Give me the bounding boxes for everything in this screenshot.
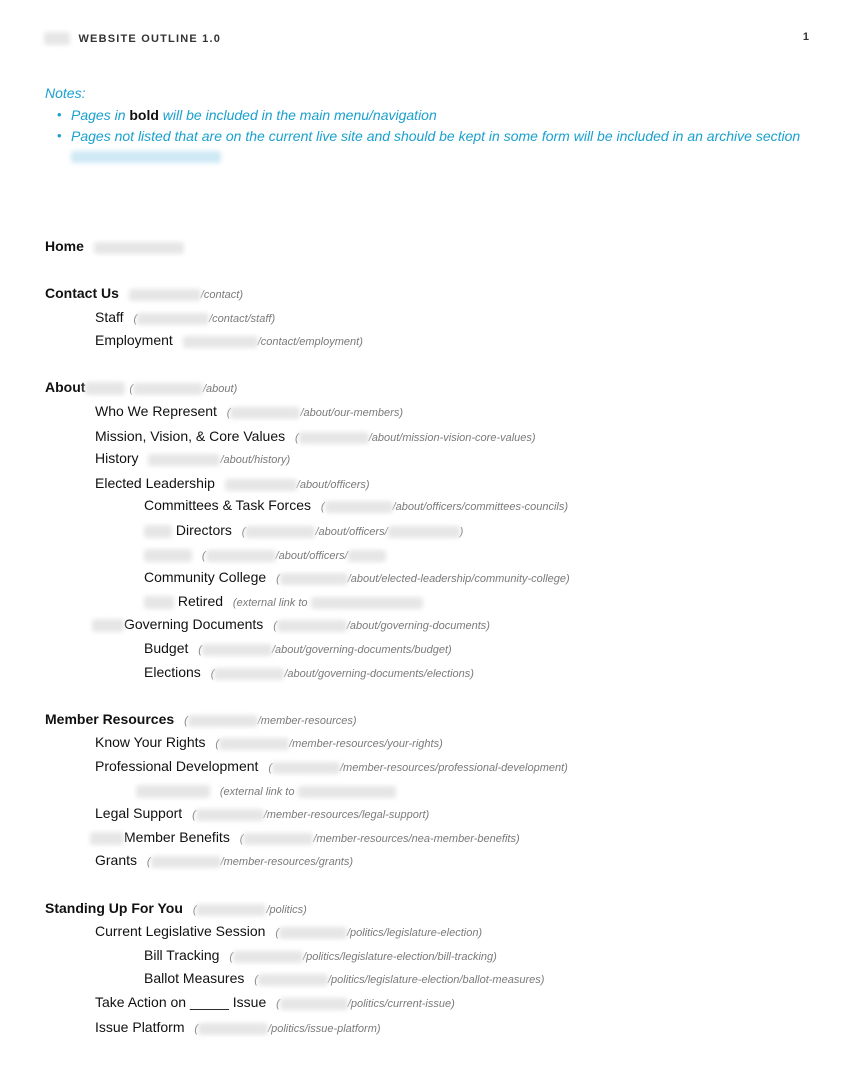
outline-label: Directors xyxy=(175,522,232,538)
redacted-text xyxy=(214,668,284,680)
outline-url: /about/history) xyxy=(148,454,290,466)
outline-item xyxy=(95,449,290,469)
outline-item xyxy=(95,331,363,351)
outline-item xyxy=(144,946,497,966)
notes-bullet xyxy=(65,126,815,166)
outline-item xyxy=(95,474,370,494)
redacted-text xyxy=(90,832,124,845)
outline-item xyxy=(90,828,520,848)
outline-url: ( /member-resources/professional-development) xyxy=(268,762,568,774)
notes-text: Pages not listed that are on the current live site and should be kept in some form will be included in an archive section xyxy=(71,128,801,144)
redacted-text xyxy=(44,32,70,45)
outline-url: ( /contact/staff) xyxy=(133,313,276,325)
redacted-text xyxy=(258,974,328,986)
outline-label: Member Benefits xyxy=(124,829,230,845)
outline-label: Committees & Task Forces xyxy=(144,497,312,513)
redacted-text xyxy=(279,927,347,939)
redacted-text xyxy=(196,904,266,916)
outline-url: ( /about/governing-documents/budget) xyxy=(198,644,452,656)
outline-label: Ballot Measures xyxy=(144,970,245,986)
outline-url: (external link to xyxy=(220,786,396,798)
outline-item xyxy=(95,851,353,871)
redacted-text xyxy=(92,619,124,632)
outline-url: ( /member-resources) xyxy=(184,715,357,727)
outline-url: ( /about/mission-vision-core-values) xyxy=(295,432,536,444)
outline-url: /contact) xyxy=(129,289,243,301)
outline-item xyxy=(95,922,482,942)
outline-item xyxy=(95,993,455,1013)
outline-item xyxy=(144,496,568,516)
outline-url: ( /about/officers/ ) xyxy=(241,526,464,538)
outline-url: ( /politics/legislature-election) xyxy=(275,927,483,939)
redacted-text xyxy=(202,644,272,656)
outline-label: Who We Represent xyxy=(95,403,217,419)
outline-item xyxy=(45,710,357,730)
outline-label: History xyxy=(95,450,139,466)
notes-section xyxy=(45,85,815,167)
outline-label: Legal Support xyxy=(95,805,183,821)
outline-item xyxy=(144,592,423,612)
redacted-text xyxy=(144,549,192,562)
outline-label: Staff xyxy=(95,309,124,325)
redacted-text xyxy=(325,501,393,513)
outline-url: (external link to xyxy=(233,597,423,609)
outline-label: Grants xyxy=(95,852,138,868)
outline-url: ( /politics/legislature-election/bill-tracking) xyxy=(229,951,497,963)
outline-label: Know Your Rights xyxy=(95,734,206,750)
outline-url: ( /about/our-members) xyxy=(226,407,403,419)
outline-item xyxy=(92,615,490,635)
outline-label: Elected Leadership xyxy=(95,475,215,491)
redacted-text xyxy=(280,573,348,585)
redacted-text xyxy=(151,856,221,868)
outline-url: ( /politics/legislature-election/ballot-measures) xyxy=(254,974,545,986)
outline-url: ( /member-resources/legal-support) xyxy=(192,809,430,821)
outline-url: ( /about/governing-documents/elections) xyxy=(210,668,474,680)
outline-url: ( /member-resources/your-rights) xyxy=(215,738,443,750)
outline-label: Standing Up For You xyxy=(45,900,183,916)
notes-text: Pages in xyxy=(71,107,130,123)
outline-item xyxy=(144,969,544,989)
redacted-text xyxy=(243,833,313,845)
redacted-text xyxy=(272,762,340,774)
page-header xyxy=(44,30,809,46)
redacted-text xyxy=(198,1023,268,1035)
outline-item xyxy=(136,781,396,801)
outline-label: Budget xyxy=(144,640,189,656)
redacted-text xyxy=(311,597,423,609)
outline-item xyxy=(95,1018,381,1038)
redacted-text xyxy=(144,596,174,609)
redacted-text xyxy=(136,785,210,798)
redacted-text xyxy=(85,382,125,395)
redacted-text xyxy=(280,998,348,1010)
outline-item xyxy=(144,568,570,588)
outline-url: ( /politics/issue-platform) xyxy=(194,1023,381,1035)
page-number: 1 xyxy=(802,31,809,43)
outline-label: Contact Us xyxy=(45,285,119,301)
outline-url: ( /politics) xyxy=(192,904,307,916)
outline-label: About xyxy=(45,379,86,395)
redacted-text xyxy=(233,951,303,963)
redacted-text xyxy=(206,550,276,562)
outline-label: Member Resources xyxy=(45,711,175,727)
notes-bullet xyxy=(65,105,815,125)
outline-item xyxy=(45,284,243,304)
redacted-text xyxy=(188,715,258,727)
redacted-text xyxy=(225,479,297,491)
outline-item xyxy=(95,427,536,447)
outline-label: Retired xyxy=(177,593,224,609)
document-title: WEBSITE OUTLINE 1.0 xyxy=(78,32,222,45)
outline-label: Employment xyxy=(95,332,173,348)
outline-label: Home xyxy=(45,238,84,254)
redacted-text xyxy=(129,289,201,301)
outline-label: Bill Tracking xyxy=(144,947,220,963)
outline-item xyxy=(144,545,386,565)
outline-url: ( /member-resources/nea-member-benefits) xyxy=(239,833,520,845)
redacted-text xyxy=(299,432,369,444)
outline-label: Professional Development xyxy=(95,758,259,774)
outline-label: Governing Documents xyxy=(124,616,264,632)
redacted-text xyxy=(219,738,289,750)
outline-item xyxy=(144,639,452,659)
outline-url: ( /about/governing-documents) xyxy=(273,620,490,632)
outline-item xyxy=(95,804,429,824)
outline-label: Current Legislative Session xyxy=(95,923,266,939)
redacted-text xyxy=(245,526,315,538)
redacted-text xyxy=(133,383,203,395)
outline-item xyxy=(95,733,443,753)
outline-url: ( /politics/current-issue) xyxy=(276,998,455,1010)
outline-label: Issue Platform xyxy=(95,1019,185,1035)
outline-url: ( /about/elected-leadership/community-college) xyxy=(276,573,570,585)
redacted-text xyxy=(183,336,258,348)
redacted-text xyxy=(298,786,396,798)
redacted-text xyxy=(388,526,460,538)
redacted-text xyxy=(94,242,184,254)
outline-item xyxy=(95,402,403,422)
redacted-text xyxy=(196,809,264,821)
outline-url: /about/officers) xyxy=(225,479,370,491)
redacted-text xyxy=(348,550,386,562)
outline-item xyxy=(144,663,474,683)
redacted-text xyxy=(144,525,172,538)
outline-item xyxy=(95,757,568,777)
outline-url: ( /about) xyxy=(129,383,238,395)
outline-url: /contact/employment) xyxy=(183,336,363,348)
outline-url: ( /member-resources/grants) xyxy=(146,856,354,868)
outline-item xyxy=(144,521,463,541)
outline-label: Elections xyxy=(144,664,201,680)
outline-label: Take Action on _____ Issue xyxy=(95,994,267,1010)
notes-text: will be included in the main menu/navigation xyxy=(158,107,437,123)
outline-item xyxy=(95,308,275,328)
redacted-text xyxy=(71,151,221,163)
outline-item xyxy=(45,237,184,257)
notes-list xyxy=(45,105,815,166)
outline-label: Mission, Vision, & Core Values xyxy=(95,428,286,444)
outline-url: ( /about/officers/ xyxy=(202,550,386,562)
redacted-text xyxy=(230,407,300,419)
outline-item xyxy=(45,899,307,919)
notes-title: Notes: xyxy=(45,85,86,101)
outline-label: Community College xyxy=(144,569,267,585)
notes-bold-word: bold xyxy=(129,107,159,123)
redacted-text xyxy=(148,454,220,466)
outline-url: ( /about/officers/committees-councils) xyxy=(320,501,569,513)
outline-item xyxy=(45,378,237,398)
redacted-text xyxy=(137,313,209,325)
redacted-text xyxy=(277,620,347,632)
